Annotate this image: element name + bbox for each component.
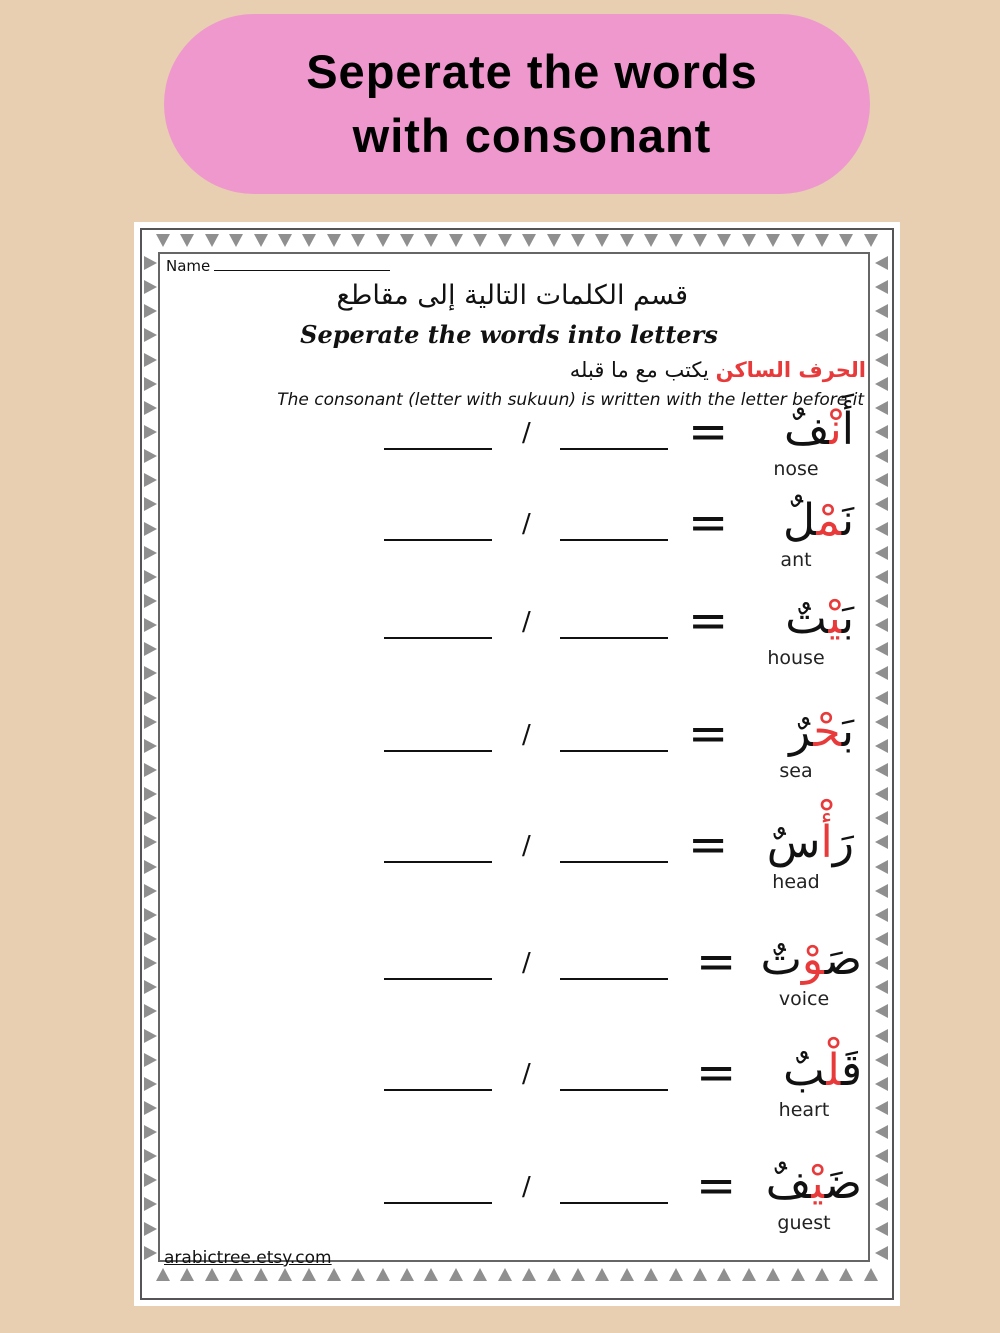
border-triangle: [144, 449, 157, 463]
arabic-word: [782, 495, 854, 546]
exercise-row: [160, 1045, 872, 1159]
answer-blank-left[interactable]: [384, 637, 492, 639]
syllable-separator: /: [522, 418, 531, 448]
word-meaning: sea: [779, 760, 813, 782]
answer-blank-left[interactable]: [384, 1089, 492, 1091]
answer-blank-right[interactable]: [560, 539, 668, 541]
border-triangle: [875, 1029, 888, 1043]
word-last-letter: لٌ: [782, 495, 817, 546]
border-triangle: [875, 666, 888, 680]
answer-blank-right[interactable]: [560, 750, 668, 752]
exercise-row: [160, 593, 872, 707]
sukun-letter: يْ: [828, 593, 842, 644]
word-first-letter: رَ: [832, 817, 854, 868]
border-triangle: [875, 1101, 888, 1115]
arabic-rule-highlight: الحرف الساكن: [715, 358, 866, 382]
sukun-letter: لْ: [826, 1045, 841, 1096]
banner-title: [276, 40, 758, 168]
border-triangle: [875, 256, 888, 270]
border-triangle: [875, 449, 888, 463]
border-triangle: [144, 787, 157, 801]
border-triangle: [875, 715, 888, 729]
border-triangle: [144, 256, 157, 270]
border-triangle: [669, 234, 683, 247]
border-triangle: [205, 234, 219, 247]
equals-sign: =: [696, 1045, 737, 1101]
sukun-letter: يْ: [811, 1158, 825, 1209]
sukun-letter: أْ: [820, 817, 833, 868]
border-triangle: [875, 522, 888, 536]
border-triangle: [791, 234, 805, 247]
border-triangle: [144, 497, 157, 511]
equals-sign: =: [688, 706, 729, 762]
border-triangle: [144, 353, 157, 367]
border-triangle: [875, 691, 888, 705]
border-triangle: [144, 1149, 157, 1163]
right-triangle-border: [875, 256, 888, 1260]
border-triangle: [875, 1222, 888, 1236]
exercise-row: [160, 495, 872, 609]
border-triangle: [875, 739, 888, 753]
border-triangle: [144, 1053, 157, 1067]
arabic-rule: [570, 358, 866, 382]
border-triangle: [278, 234, 292, 247]
answer-blank-left[interactable]: [384, 539, 492, 541]
border-triangle: [144, 570, 157, 584]
border-triangle: [875, 304, 888, 318]
equals-sign: =: [688, 593, 729, 649]
border-triangle: [144, 328, 157, 342]
word-first-letter: قَ: [840, 1045, 862, 1096]
border-triangle: [327, 234, 341, 247]
syllable-separator: /: [522, 831, 531, 861]
border-triangle: [522, 234, 536, 247]
border-triangle: [875, 763, 888, 777]
equals-sign: =: [696, 934, 737, 990]
border-triangle: [144, 377, 157, 391]
left-triangle-border: [144, 256, 157, 1260]
border-triangle: [875, 787, 888, 801]
border-triangle: [742, 234, 756, 247]
word-last-letter: بٌ: [783, 1045, 827, 1096]
answer-blank-right[interactable]: [560, 637, 668, 639]
border-triangle: [144, 980, 157, 994]
border-triangle: [144, 739, 157, 753]
word-meaning: heart: [778, 1099, 830, 1121]
word-first-letter: نَ: [841, 495, 854, 546]
border-triangle: [144, 642, 157, 656]
border-triangle: [875, 860, 888, 874]
arabic-rule-text: يكتب مع ما قبله: [569, 358, 709, 382]
border-triangle: [144, 835, 157, 849]
equals-sign: =: [688, 404, 729, 460]
word-last-letter: فٌ: [765, 1158, 812, 1209]
border-triangle: [875, 1004, 888, 1018]
border-triangle: [571, 234, 585, 247]
arabic-word: [783, 404, 854, 455]
border-triangle: [875, 811, 888, 825]
border-triangle: [875, 932, 888, 946]
border-triangle: [473, 234, 487, 247]
border-triangle: [144, 1101, 157, 1115]
border-triangle: [254, 234, 268, 247]
title-banner: [164, 14, 870, 194]
border-triangle: [875, 594, 888, 608]
word-first-letter: بَ: [841, 706, 854, 757]
border-triangle: [875, 1246, 888, 1260]
equals-sign: =: [696, 1158, 737, 1214]
border-triangle: [875, 1077, 888, 1091]
border-triangle: [875, 908, 888, 922]
border-triangle: [875, 353, 888, 367]
border-triangle: [144, 666, 157, 680]
border-triangle: [144, 473, 157, 487]
border-triangle: [144, 956, 157, 970]
word-first-letter: أَ: [841, 404, 854, 455]
border-triangle: [156, 234, 170, 247]
border-triangle: [875, 497, 888, 511]
answer-blank-left[interactable]: [384, 861, 492, 863]
syllable-separator: /: [522, 1172, 531, 1202]
word-last-letter: تٌ: [785, 593, 829, 644]
arabic-word: [765, 1158, 862, 1209]
border-triangle: [144, 715, 157, 729]
word-meaning: house: [767, 647, 825, 669]
answer-blank-left[interactable]: [384, 448, 492, 450]
sukun-letter: حْ: [813, 706, 842, 757]
border-triangle: [620, 234, 634, 247]
border-triangle: [498, 234, 512, 247]
border-triangle: [875, 618, 888, 632]
border-triangle: [815, 234, 829, 247]
word-first-letter: صَ: [824, 934, 862, 985]
sukun-letter: نْ: [829, 404, 842, 455]
border-triangle: [875, 328, 888, 342]
border-triangle: [144, 1004, 157, 1018]
border-triangle: [693, 234, 707, 247]
border-triangle: [875, 473, 888, 487]
word-meaning: head: [772, 871, 820, 893]
border-triangle: [180, 234, 194, 247]
syllable-separator: /: [522, 509, 531, 539]
english-rule: The consonant (letter with sukuun) is written with the letter before it: [277, 390, 864, 410]
border-triangle: [144, 908, 157, 922]
arabic-word: [766, 817, 854, 868]
answer-blank-right[interactable]: [560, 1202, 668, 1204]
border-triangle: [144, 425, 157, 439]
word-last-letter: سٌ: [766, 817, 821, 868]
word-first-letter: ضَ: [824, 1158, 862, 1209]
border-triangle: [144, 1125, 157, 1139]
border-triangle: [144, 618, 157, 632]
border-triangle: [144, 1029, 157, 1043]
word-meaning: voice: [778, 988, 830, 1010]
top-triangle-border: [156, 234, 878, 247]
border-triangle: [449, 234, 463, 247]
border-triangle: [302, 234, 316, 247]
equals-sign: =: [688, 495, 729, 551]
answer-blank-right[interactable]: [560, 978, 668, 980]
border-triangle: [875, 956, 888, 970]
word-meaning: ant: [780, 549, 812, 571]
answer-blank-right[interactable]: [560, 861, 668, 863]
border-triangle: [229, 234, 243, 247]
name-field[interactable]: [166, 256, 390, 275]
border-triangle: [875, 425, 888, 439]
arabic-word: [785, 593, 854, 644]
answer-blank-left[interactable]: [384, 978, 492, 980]
border-triangle: [875, 835, 888, 849]
border-triangle: [875, 1149, 888, 1163]
syllable-separator: /: [522, 607, 531, 637]
border-triangle: [595, 234, 609, 247]
border-triangle: [144, 401, 157, 415]
border-triangle: [875, 642, 888, 656]
border-triangle: [875, 401, 888, 415]
border-triangle: [875, 377, 888, 391]
word-last-letter: تٌ: [760, 934, 802, 985]
border-triangle: [875, 280, 888, 294]
border-triangle: [717, 234, 731, 247]
border-triangle: [547, 234, 561, 247]
border-triangle: [875, 1197, 888, 1211]
name-label: Name: [166, 257, 211, 275]
border-triangle: [424, 234, 438, 247]
border-triangle: [875, 980, 888, 994]
border-triangle: [144, 546, 157, 560]
equals-sign: =: [688, 817, 729, 873]
exercise-row: [160, 706, 872, 820]
border-triangle: [144, 280, 157, 294]
border-triangle: [875, 884, 888, 898]
border-triangle: [351, 234, 365, 247]
answer-blank-right[interactable]: [560, 448, 668, 450]
border-triangle: [400, 234, 414, 247]
border-triangle: [144, 763, 157, 777]
border-triangle: [144, 594, 157, 608]
banner-title-line-2: with consonant: [352, 109, 712, 162]
exercise-row: [160, 934, 872, 1048]
name-blank[interactable]: [214, 256, 390, 271]
border-triangle: [144, 1197, 157, 1211]
answer-blank-left[interactable]: [384, 750, 492, 752]
border-triangle: [144, 1077, 157, 1091]
border-triangle: [144, 811, 157, 825]
worksheet-page: [134, 222, 900, 1306]
border-triangle: [875, 1173, 888, 1187]
arabic-word: [789, 706, 854, 757]
border-triangle: [875, 546, 888, 560]
sukun-letter: وْ: [801, 934, 825, 985]
footer-link[interactable]: arabictree.etsy.com: [164, 1248, 332, 1268]
border-triangle: [864, 234, 878, 247]
word-last-letter: رٌ: [789, 706, 814, 757]
border-triangle: [144, 1173, 157, 1187]
border-triangle: [144, 1222, 157, 1236]
syllable-separator: /: [522, 720, 531, 750]
arabic-instruction: قسم الكلمات التالية إلى مقاطع: [336, 280, 688, 311]
english-instruction: Seperate the words into letters: [300, 320, 718, 349]
border-triangle: [144, 522, 157, 536]
word-meaning: nose: [773, 458, 819, 480]
exercise-row: [160, 817, 872, 931]
worksheet-content: [158, 252, 870, 1268]
answer-blank-left[interactable]: [384, 1202, 492, 1204]
border-triangle: [766, 234, 780, 247]
border-triangle: [839, 234, 853, 247]
answer-blank-right[interactable]: [560, 1089, 668, 1091]
border-triangle: [875, 1125, 888, 1139]
border-triangle: [144, 884, 157, 898]
sukun-letter: مْ: [816, 495, 842, 546]
border-triangle: [875, 570, 888, 584]
border-triangle: [144, 860, 157, 874]
border-triangle: [875, 1053, 888, 1067]
border-triangle: [144, 1246, 157, 1260]
word-last-letter: فٌ: [783, 404, 830, 455]
border-triangle: [144, 304, 157, 318]
arabic-word: [760, 934, 862, 985]
banner-title-line-1: Seperate the words: [306, 45, 758, 98]
syllable-separator: /: [522, 1059, 531, 1089]
border-triangle: [644, 234, 658, 247]
border-triangle: [376, 234, 390, 247]
syllable-separator: /: [522, 948, 531, 978]
arabic-word: [783, 1045, 862, 1096]
word-first-letter: بَ: [841, 593, 854, 644]
word-meaning: guest: [777, 1212, 831, 1234]
border-triangle: [144, 691, 157, 705]
border-triangle: [144, 932, 157, 946]
